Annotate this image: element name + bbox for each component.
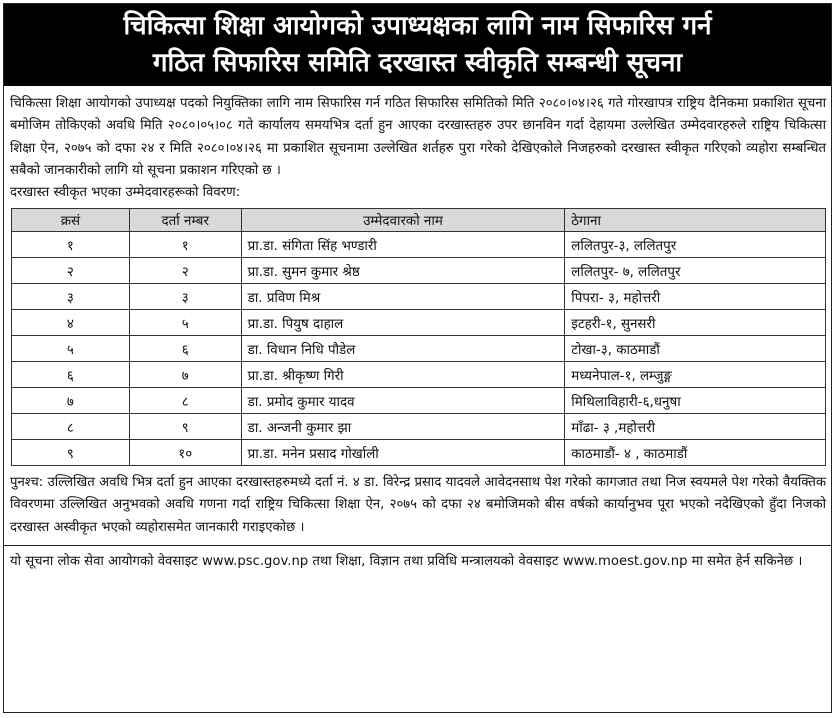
postscript-paragraph: पुनश्च: उल्लिखित अवधि भित्र दर्ता हुन आएका दरखास्तहरुमध्ये दर्ता नं. ४ डा. विरेन्द्र प्रसाद यादवले आवेदनसाथ पेश गरेको कागजात तथा निज स्वयमले पेश गरेको वैयक्तिक विवरणमा उल्लिखित अनुभवको अवधि गणना गर्दा राष्ट्रिय चिकित्सा शिक्षा ऐन, २०७५ को दफा २४ बमोजिमको बीस वर्षको कार्यानुभव पूरा भएको नदेखिएको हुँदा निजको दरखास्त अस्वीकृत भएको व्यहोरासमेत जानकारी गराइएकोछ ।: [10, 475, 826, 535]
header-serial-number: क्रसं: [12, 209, 130, 232]
table-row: [12, 258, 826, 284]
table-caption: दरखास्त स्वीकृत भएका उम्मेदवारहरूको विवरण:: [10, 185, 241, 201]
applicants-table: [11, 208, 826, 466]
cell-address: टोखा-३, काठमाडौं: [565, 336, 826, 362]
cell-serial-number: ५: [12, 336, 130, 362]
cell-registration-number: ७: [129, 362, 241, 388]
cell-address: मिथिलाविहारी-६,धनुषा: [565, 388, 826, 414]
cell-candidate-name: डा. प्रविण मिश्र: [241, 284, 565, 310]
cell-registration-number: ३: [129, 284, 241, 310]
header-registration-number: दर्ता नम्बर: [129, 209, 241, 232]
cell-serial-number: २: [12, 258, 130, 284]
cell-address: ललितपुर-३, ललितपुर: [565, 232, 826, 258]
header-title-line-1: चिकित्सा शिक्षा आयोगको उपाध्यक्षका लागि नाम सिफारिस गर्न: [123, 11, 712, 41]
cell-registration-number: ९: [129, 414, 241, 440]
cell-serial-number: ४: [12, 310, 130, 336]
cell-candidate-name: प्रा.डा. पियुष दाहाल: [241, 310, 565, 336]
table-row: [12, 310, 826, 336]
header-address: ठेगाना: [565, 209, 826, 232]
cell-address: ललितपुर- ७, ललितपुर: [565, 258, 826, 284]
cell-address: इटहरी-१, सुनसरी: [565, 310, 826, 336]
cell-serial-number: ७: [12, 388, 130, 414]
cell-registration-number: ५: [129, 310, 241, 336]
notice-header: [4, 4, 831, 86]
cell-serial-number: ८: [12, 414, 130, 440]
cell-address: माँढा- ३ ,महोत्तरी: [565, 414, 826, 440]
cell-address: मध्यनेपाल-१, लम्जुङ्ग: [565, 362, 826, 388]
table-row: [12, 336, 826, 362]
cell-candidate-name: डा. अन्जनी कुमार झा: [241, 414, 565, 440]
cell-registration-number: १०: [129, 440, 241, 466]
table-header-row: [12, 209, 826, 232]
table-row: [12, 284, 826, 310]
table-row: [12, 440, 826, 466]
table-row: [12, 388, 826, 414]
cell-registration-number: ८: [129, 388, 241, 414]
cell-registration-number: २: [129, 258, 241, 284]
cell-serial-number: ९: [12, 440, 130, 466]
cell-serial-number: १: [12, 232, 130, 258]
cell-candidate-name: प्रा.डा. श्रीकृष्ण गिरी: [241, 362, 565, 388]
cell-serial-number: ३: [12, 284, 130, 310]
cell-registration-number: १: [129, 232, 241, 258]
cell-candidate-name: प्रा.डा. मनेन प्रसाद गोर्खाली: [241, 440, 565, 466]
cell-candidate-name: डा. विधान निधि पौडेल: [241, 336, 565, 362]
cell-address: काठमाडौं- ४ , काठमाडौं: [565, 440, 826, 466]
cell-registration-number: ६: [129, 336, 241, 362]
website-note: यो सूचना लोक सेवा आयोगको वेवसाइट www.psc.gov.np तथा शिक्षा, विज्ञान तथा प्रविधि मन्त्रालयको वेवसाइट www.moest.gov.np मा समेत हेर्न सकिनेछ ।: [10, 554, 803, 570]
cell-candidate-name: प्रा.डा. संगिता सिंह भण्डारी: [241, 232, 565, 258]
cell-serial-number: ६: [12, 362, 130, 388]
header-title-line-2: गठित सिफारिस समिति दरखास्त स्वीकृति सम्बन्धी सूचना: [152, 48, 683, 78]
header-candidate-name: उम्मेदवारको नाम: [241, 209, 565, 232]
notice-document: [3, 3, 832, 713]
intro-paragraph: चिकित्सा शिक्षा आयोगको उपाध्यक्ष पदको नियुक्तिका लागि नाम सिफारिस गर्न गठित सिफारिस समितिको मिति २०८०।०४।२६ गते गोरखापत्र राष्ट्रिय दैनिकमा प्रकाशित सूचना बमोजिम तोकिएको अवधि मिति २०८०।०५।०८ गते कार्यालय समयभित्र दर्ता हुन आएका दरखास्तहरु उपर छानविन गर्दा देहायमा उल्लेखित उम्मेदवारहरुले राष्ट्रिय चिकित्सा शिक्षा ऐन, २०७५ को दफा २४ र मिति २०८०।०४।२६ मा प्रकाशित सूचनामा उल्लेखित शर्तहरु पुरा गरेको देखिएकोले निजहरुको दरखास्त स्वीकृत गरिएको व्यहोरा सम्बन्धित सबैको जानकारीको लागि यो सूचना प्रकाशन गरिएको छ ।: [10, 96, 826, 178]
cell-candidate-name: डा. प्रमोद कुमार यादव: [241, 388, 565, 414]
cell-address: पिपरा- ३, महोत्तरी: [565, 284, 826, 310]
cell-candidate-name: प्रा.डा. सुमन कुमार श्रेष्ठ: [241, 258, 565, 284]
table-row: [12, 414, 826, 440]
table-row: [12, 362, 826, 388]
table-row: [12, 232, 826, 258]
